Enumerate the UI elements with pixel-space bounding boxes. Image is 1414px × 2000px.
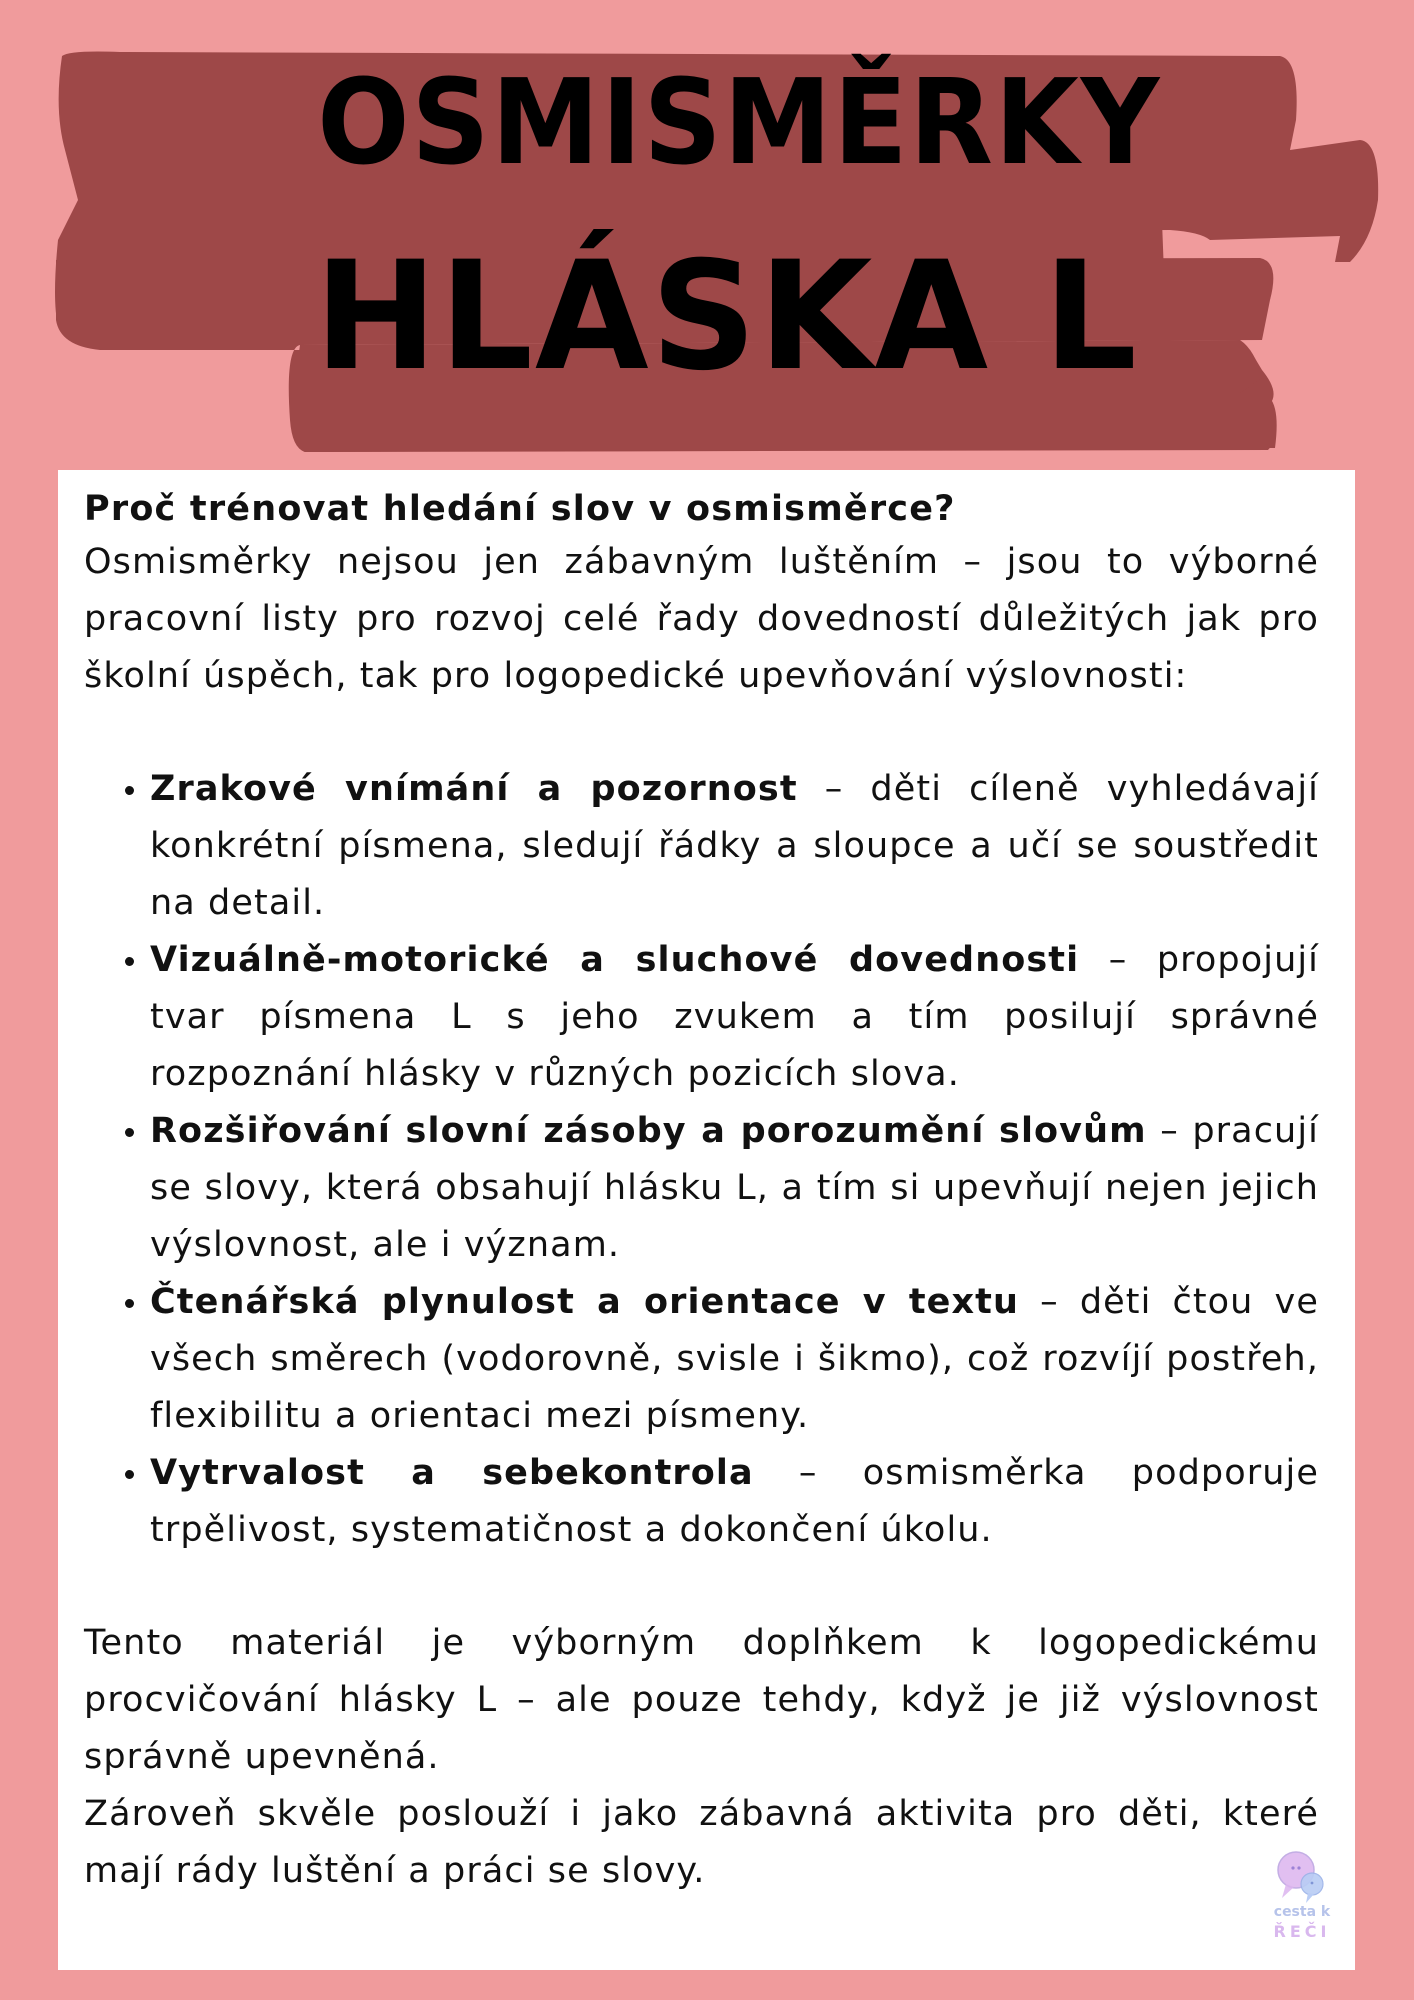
title-osmismerky: OSMISMĚRKY [317, 53, 1162, 191]
list-item [150, 1103, 1319, 1274]
list-item-text: – pracují se slovy, která obsahují hlásku L, a tím si upevňují nejen jejich výslovnost, ale i význam. [150, 1111, 1319, 1265]
list-item-title: Čtenářská plynulost a orientace v textu [150, 1282, 1020, 1322]
list-item-text: – děti čtou ve všech směrech (vodorovně, svisle i šikmo), což rozvíjí postřeh, flexibilitu a orientaci mezi písmeny. [150, 1282, 1319, 1436]
list-item [150, 932, 1319, 1103]
list-item-title: Zrakové vnímání a pozornost [150, 769, 798, 809]
list-item-text: – osmisměrka podporuje trpělivost, systematičnost a dokončení úkolu. [150, 1453, 1319, 1550]
list-item-text: – propojují tvar písmena L s jeho zvukem a tím posilují správné rozpoznání hlásky v různých pozicích slova. [150, 940, 1319, 1094]
list-item [150, 761, 1319, 932]
content-card [58, 470, 1355, 1970]
title-hlaska-l: HLÁSKA L [314, 230, 1139, 404]
cesta-k-reci-logo [1262, 1848, 1342, 1944]
list-item-title: Rozšiřování slovní zásoby a porozumění slovům [150, 1111, 1147, 1151]
logo-text-line1: cesta k [1273, 1904, 1331, 1920]
list-item-title: Vytrvalost a sebekontrola [150, 1453, 754, 1493]
speech-bubbles-icon [1262, 1848, 1342, 1908]
closing-paragraph-2: Zároveň skvěle poslouží i jako zábavná aktivita pro děti, které mají rády luštění a práci se slovy. [84, 1794, 1319, 1891]
section-heading: Proč trénovat hledání slov v osmisměrce? [84, 489, 956, 529]
list-item-title: Vizuálně-motorické a sluchové dovednosti [150, 940, 1080, 980]
skills-list [84, 761, 1319, 1559]
logo-text-line2: ŘEČI [1273, 1922, 1331, 1941]
closing-paragraph-1: Tento materiál je výborným doplňkem k logopedickému procvičování hlásky L – ale pouze tehdy, když je již výslovnost správně upevněná. [84, 1623, 1319, 1777]
list-item [150, 1274, 1319, 1445]
list-item [150, 1445, 1319, 1559]
title-banner [0, 0, 1414, 470]
intro-paragraph: Osmisměrky nejsou jen zábavným luštěním – jsou to výborné pracovní listy pro rozvoj celé řady dovedností důležitých jak pro školní úspěch, tak pro logopedické upevňování výslovnosti: [84, 542, 1319, 696]
list-item-text: – děti cíleně vyhledávají konkrétní písmena, sledují řádky a sloupce a učí se soustředit na detail. [150, 769, 1319, 923]
